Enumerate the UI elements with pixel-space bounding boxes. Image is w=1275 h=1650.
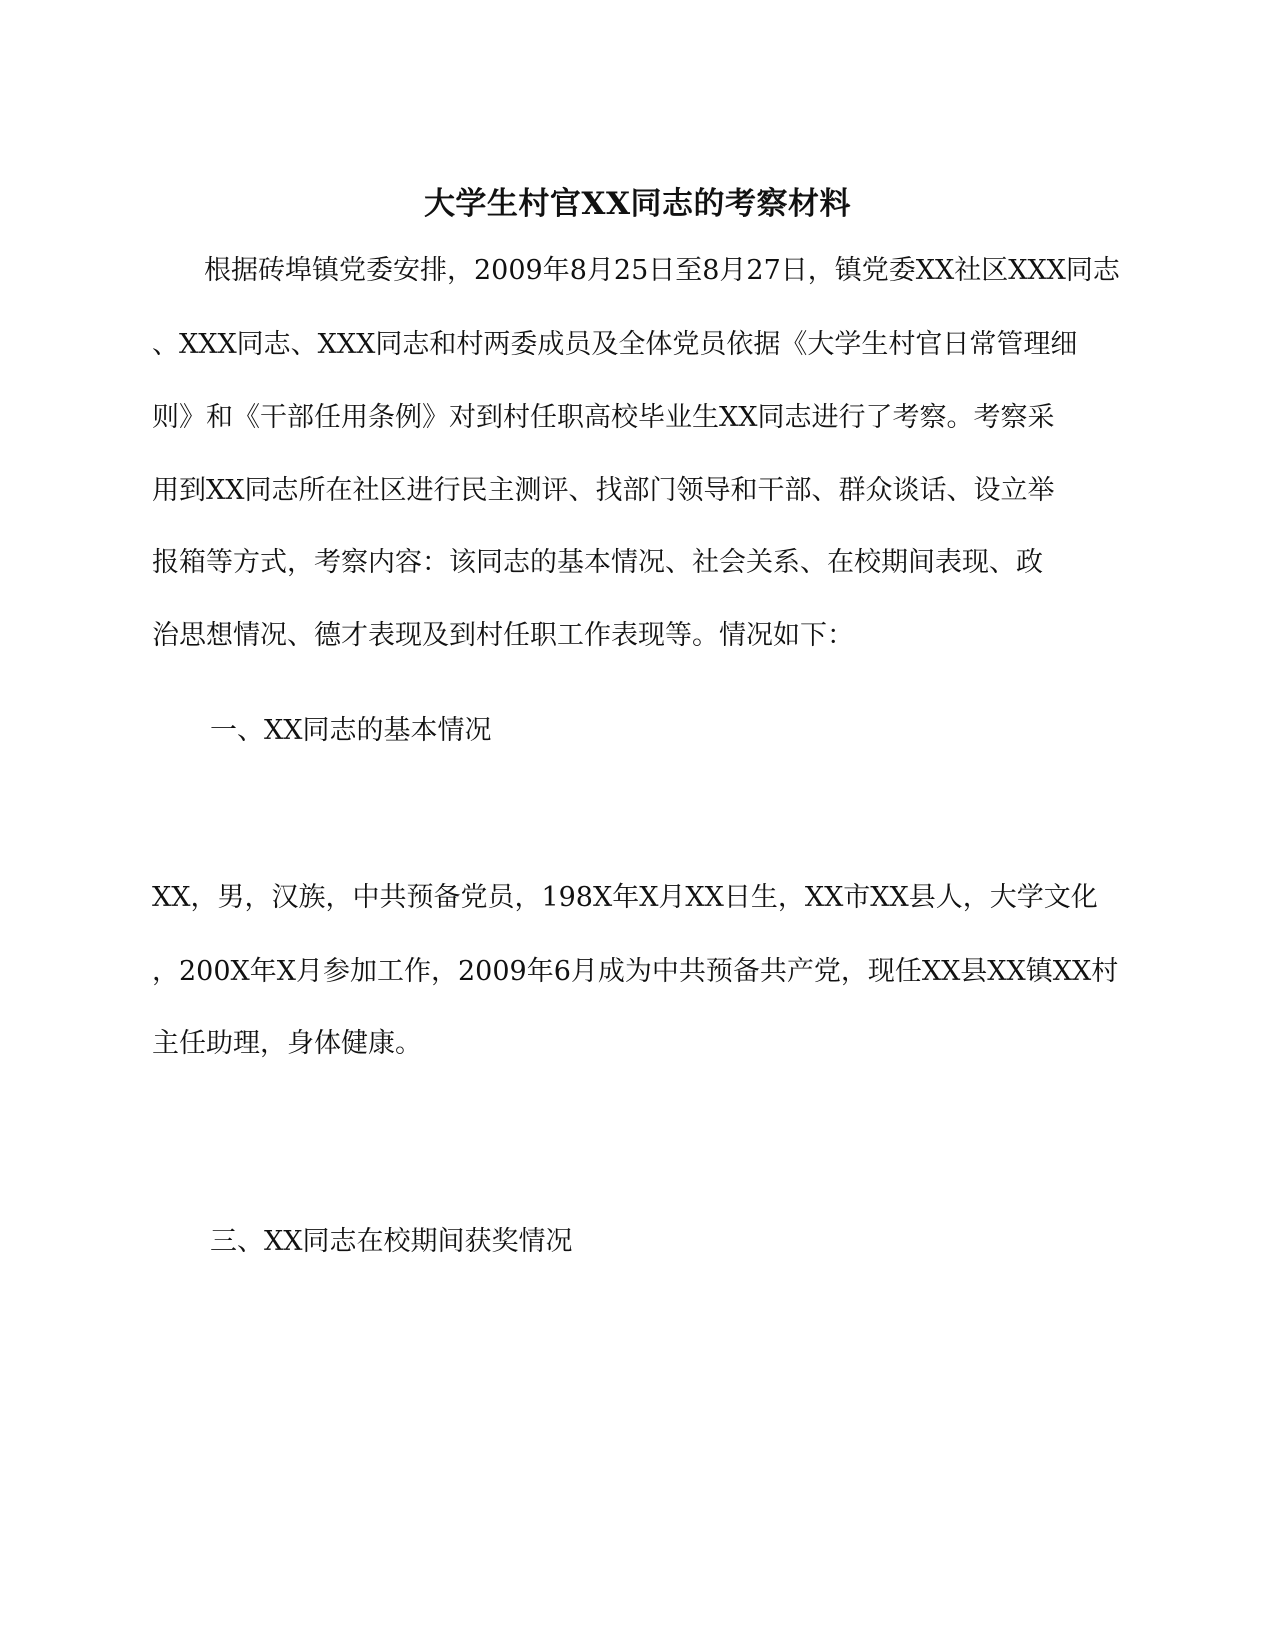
section-heading: 三、XX同志在校期间获奖情况 xyxy=(210,1226,573,1257)
paragraph-line: 则》和《干部任用条例》对到村任职高校毕业生XX同志进行了考察。考察采 xyxy=(152,402,1055,433)
paragraph-line: 根据砖埠镇党委安排，2009年8月25日至8月27日，镇党委XX社区XXX同志 xyxy=(204,255,1120,286)
section-heading: 一、XX同志的基本情况 xyxy=(210,715,492,746)
paragraph-line: 报箱等方式，考察内容：该同志的基本情况、社会关系、在校期间表现、政 xyxy=(152,547,1043,578)
paragraph-line: ，200X年X月参加工作，2009年6月成为中共预备共产党，现任XX县XX镇XX村 xyxy=(152,956,1119,987)
paragraph-line: 用到XX同志所在社区进行民主测评、找部门领导和干部、群众谈话、设立举 xyxy=(152,475,1055,506)
paragraph-line: 、XXX同志、XXX同志和村两委成员及全体党员依据《大学生村官日常管理细 xyxy=(152,329,1078,360)
document-title: 大学生村官XX同志的考察材料 xyxy=(423,186,852,222)
paragraph-line: 主任助理，身体健康。 xyxy=(152,1028,422,1059)
paragraph-line: XX，男，汉族，中共预备党员，198X年X月XX日生，XX市XX县人，大学文化 xyxy=(152,882,1098,913)
paragraph-line: 治思想情况、德才表现及到村任职工作表现等。情况如下： xyxy=(152,620,854,651)
